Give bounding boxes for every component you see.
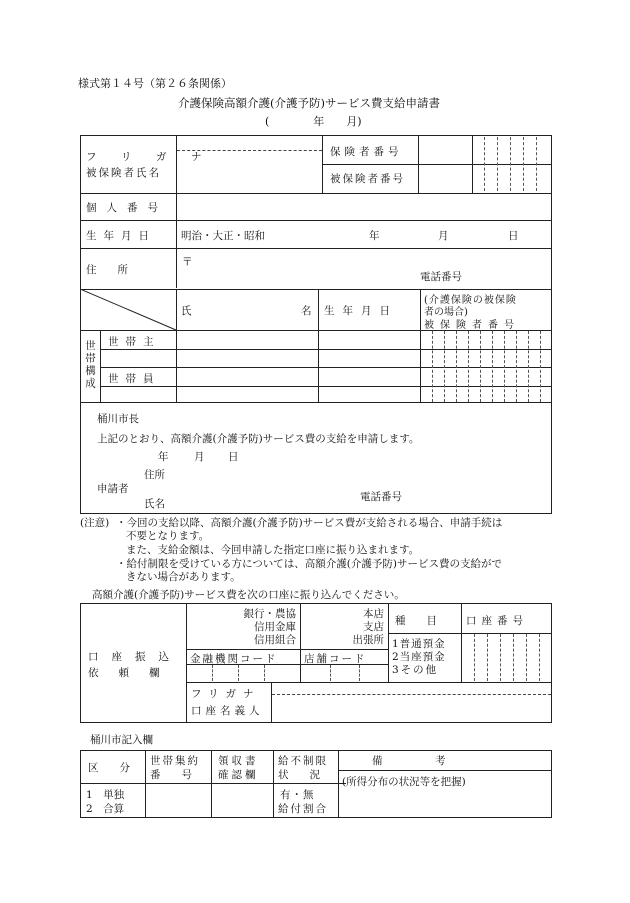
limit-option[interactable]: 有・無 <box>280 789 315 801</box>
household-head-label: 世帯主 <box>108 336 161 348</box>
branch-type-3: 出張所 <box>352 634 384 646</box>
account-label: 口座番号 <box>466 615 528 627</box>
remarks-text: (所得分布の状況等を把握) <box>342 776 466 788</box>
household-birthdate-col: 生年月日 <box>324 305 398 317</box>
col-limit-1: 給不制限 <box>278 755 328 767</box>
city-section-title: 桶川市記入欄 <box>90 734 153 746</box>
col-limit-2: 状 況 <box>278 769 320 781</box>
household-side-label: 世帯構成 <box>84 340 96 390</box>
notes-label: (注意) <box>80 517 110 529</box>
insured-name-label: 被保険者氏名 <box>86 167 161 179</box>
personal-number-label: 個人番号 <box>86 202 168 214</box>
bank-type-1: 銀行・農協 <box>243 608 296 620</box>
bank-code-label: 金融機関コード <box>190 653 278 665</box>
col-receipt-1: 領収書 <box>218 755 259 767</box>
decl-year: 年 <box>158 451 169 463</box>
birth-year-label: 年 <box>369 230 380 242</box>
notes-line5: きない場合があります。 <box>126 571 241 583</box>
kind-2[interactable]: 2当座預金 <box>392 651 446 663</box>
col-household-1: 世帯集約 <box>150 755 200 767</box>
notes-line2: 不要となります。 <box>126 530 210 542</box>
bank-type-2: 信用金庫 <box>254 621 296 633</box>
branch-type-1: 本店 <box>363 608 384 620</box>
insured-number-label: 被保険者番号 <box>330 173 405 185</box>
notes-line4: ・給付制限を受けている方については、高額介護(介護予防)サービス費の支給がで <box>116 558 502 570</box>
notes-line3: また、支給金額は、今回申請した指定口座に振り込まれます。 <box>126 544 420 556</box>
birthdate-label: 生年月日 <box>86 230 156 242</box>
transfer-label: 口座振込 <box>88 651 182 663</box>
kind-3[interactable]: 3その他 <box>392 664 439 676</box>
household-name-col2: 名 <box>301 305 312 317</box>
insurer-number-label: 保険者番号 <box>330 146 403 158</box>
decl-name: 氏名 <box>144 498 165 510</box>
col-class: 区 分 <box>88 762 130 774</box>
household-name-col: 氏 <box>181 305 192 317</box>
household-insured-col-2: 者の場合) <box>424 307 468 318</box>
notes-line1: ・今回の支給以降、高額介護(介護予防)サービス費が支給される場合、申請手続は <box>116 517 503 529</box>
col-household-2: 番 号 <box>150 769 192 781</box>
decl-phone: 電話番号 <box>360 491 402 503</box>
holder-label: 口座名義人 <box>191 705 264 717</box>
col-remarks: 備 考 <box>372 755 446 767</box>
decl-residence: 住所 <box>144 469 165 481</box>
household-insured-col-1: (介護保険の被保険 <box>424 295 517 306</box>
branch-type-2: 支店 <box>363 621 384 633</box>
bank-intro: 高額介護(介護予防)サービス費を次の口座に振り込んでください。 <box>92 589 405 601</box>
form-year-month[interactable]: ( 年 月) <box>265 115 362 128</box>
form-title: 介護保険高額介護(介護予防)サービス費支給申請書 <box>178 96 440 110</box>
phone-label: 電話番号 <box>420 271 462 283</box>
diagonal-line <box>80 289 177 331</box>
address-label: 住 所 <box>86 264 128 276</box>
class-1[interactable]: 1 単独 <box>86 789 125 801</box>
col-receipt-2: 確認欄 <box>218 769 259 781</box>
request-label: 依頼欄 <box>88 667 180 679</box>
household-member-label: 世帯員 <box>108 373 161 385</box>
kind-1[interactable]: 1普通預金 <box>392 638 446 650</box>
addressee: 桶川市長 <box>97 413 139 425</box>
birth-day-label: 日 <box>508 230 519 242</box>
postal-mark: 〒 <box>182 256 193 268</box>
class-2[interactable]: 2 合算 <box>86 803 125 815</box>
furigana-label: フ リ ガ ナ <box>86 151 209 163</box>
decl-day: 日 <box>228 451 239 463</box>
form-number: 様式第１４号（第２６条関係） <box>78 77 232 90</box>
holder-furigana-label: フリガナ <box>191 688 261 700</box>
era-options[interactable]: 明治・大正・昭和 <box>181 230 265 242</box>
branch-code-label: 店舗コード <box>304 653 367 665</box>
declaration-body: 上記のとおり、高額介護(介護予防)サービス費の支給を申請します。 <box>97 433 420 445</box>
kind-label: 種 目 <box>395 615 437 627</box>
bank-type-3: 信用組合 <box>254 634 296 646</box>
decl-month: 月 <box>194 451 205 463</box>
decl-applicant: 申請者 <box>97 483 129 495</box>
birth-month-label: 月 <box>438 230 449 242</box>
limit-rate: 給付割合 <box>278 803 328 815</box>
household-insured-col-3: 被保険者番号 <box>424 320 520 331</box>
